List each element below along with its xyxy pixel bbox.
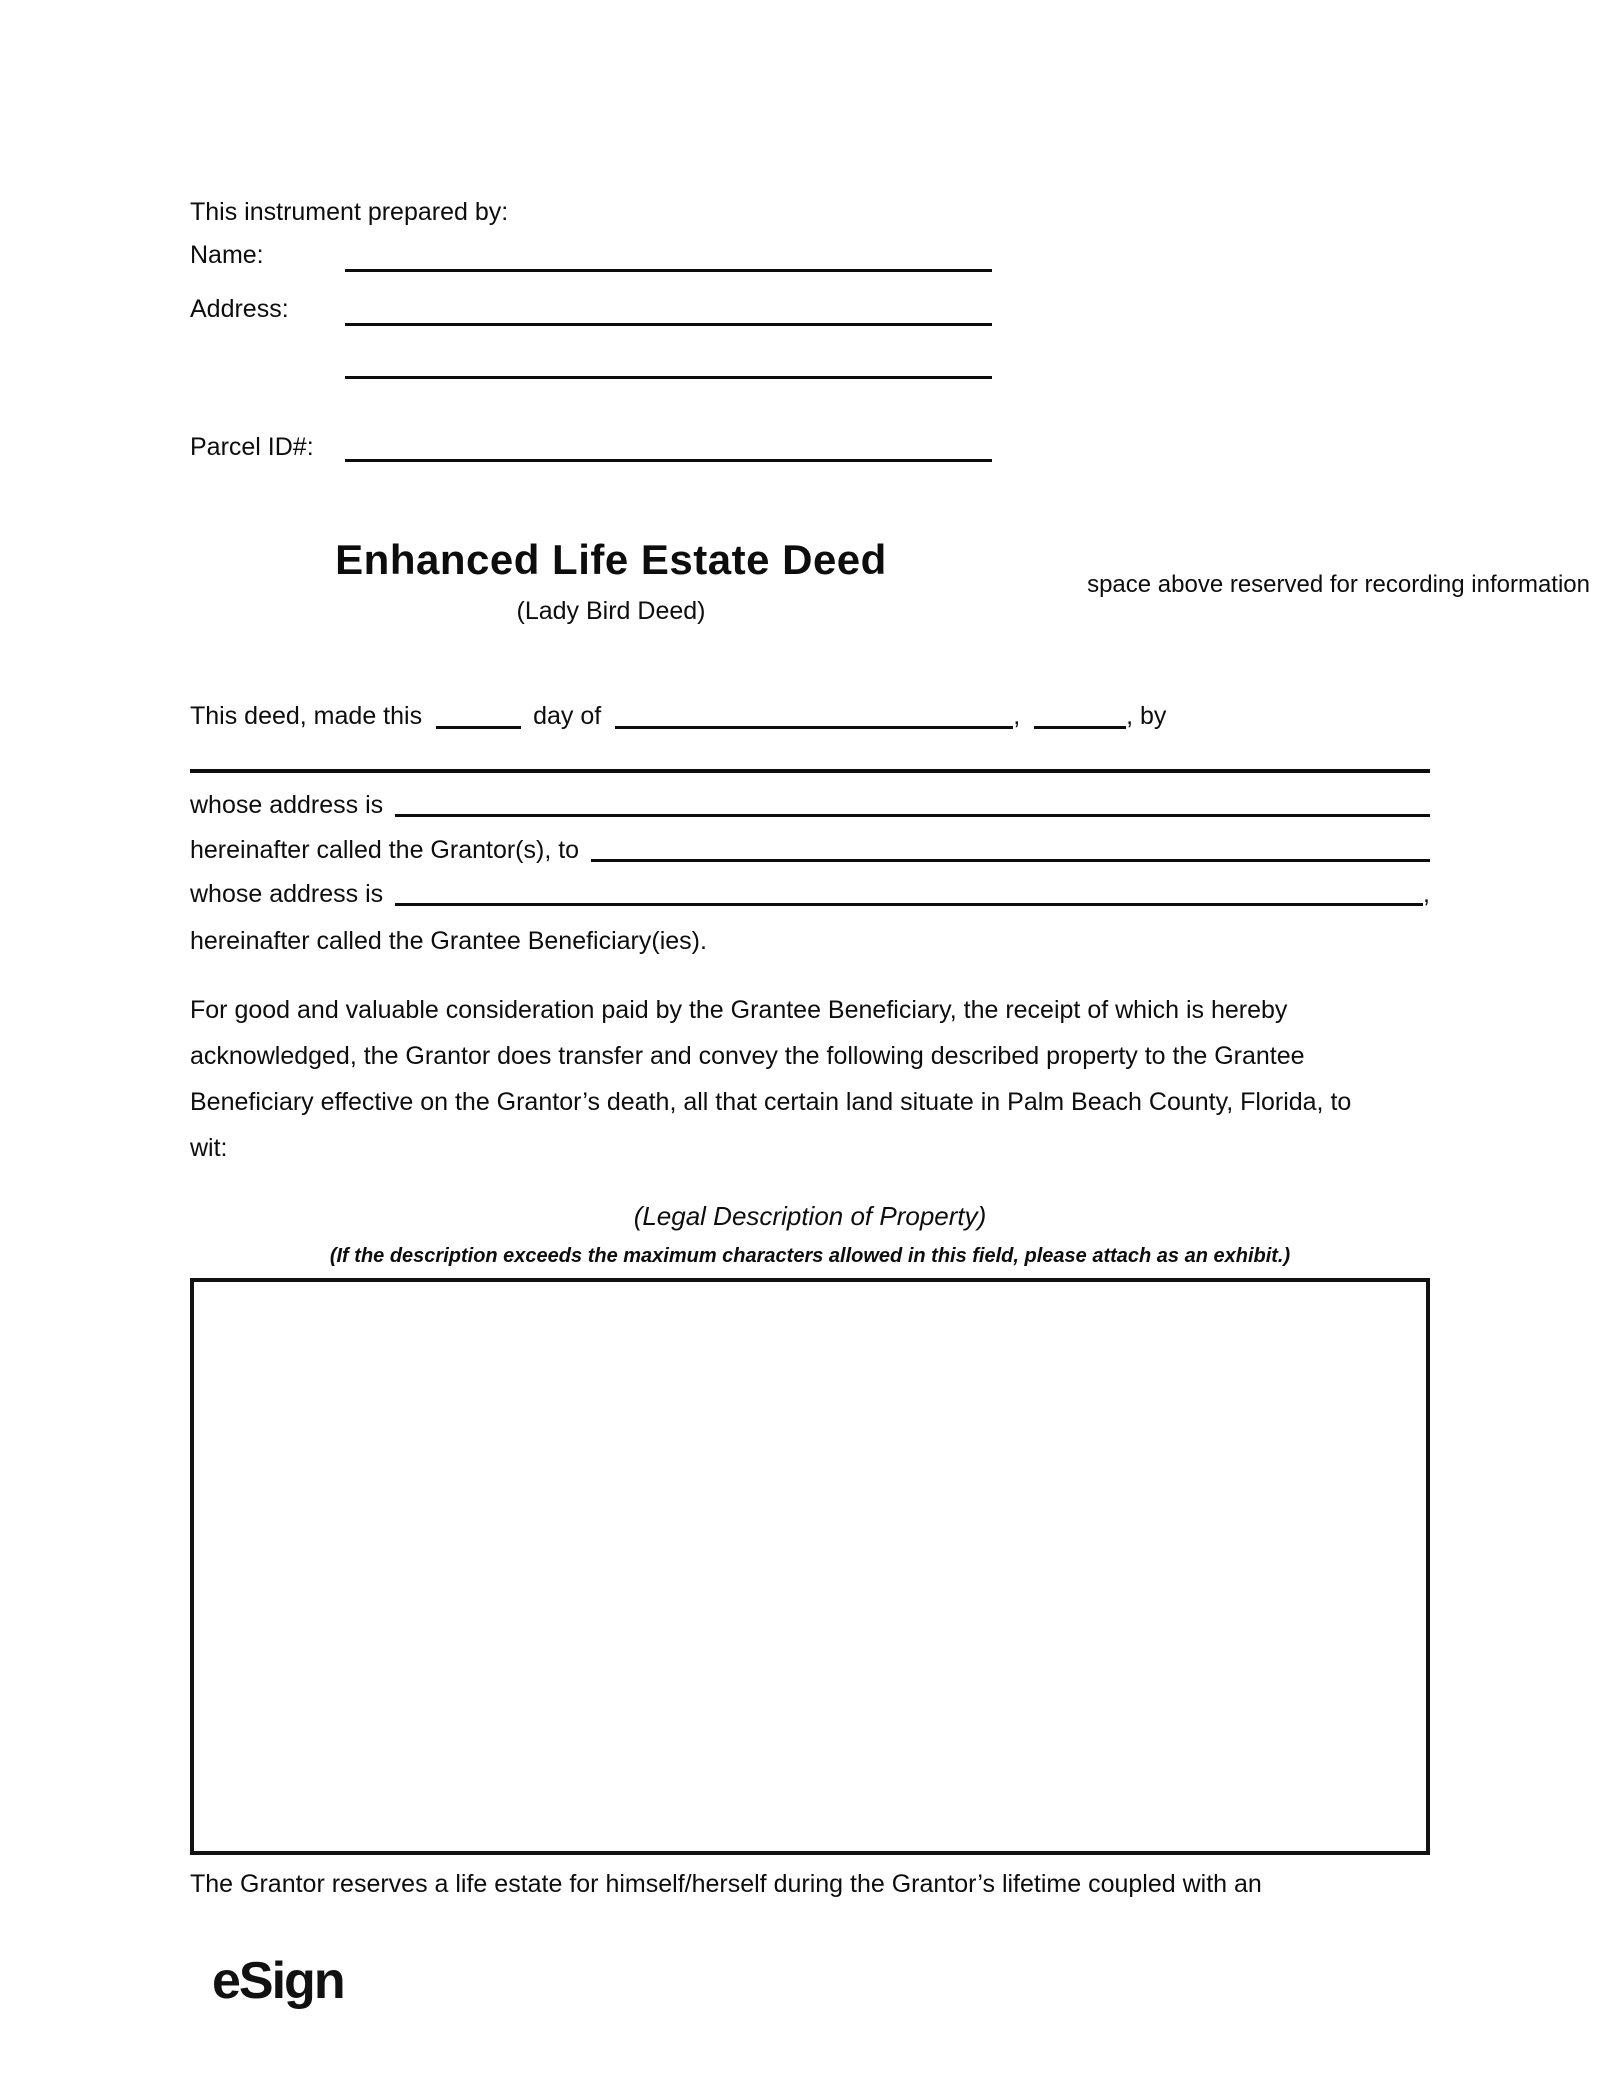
prepared-by-heading: This instrument prepared by: bbox=[190, 198, 509, 226]
deed-intro-row bbox=[190, 702, 1166, 731]
day-blank[interactable] bbox=[436, 726, 521, 729]
grantor-designation-label: hereinafter called the Grantor(s), to bbox=[190, 836, 580, 864]
deed-intro-text-1: This deed, made this bbox=[190, 702, 423, 730]
consideration-line-4: wit: bbox=[190, 1134, 228, 1162]
name-input-line[interactable] bbox=[345, 269, 992, 272]
deed-intro-text-3: , by bbox=[1126, 702, 1167, 730]
grantee-address-comma: , bbox=[1423, 880, 1430, 908]
recording-space-note: space above reserved for recording information bbox=[1087, 571, 1590, 598]
grantee-name-row bbox=[190, 836, 1430, 865]
title-block bbox=[190, 536, 1032, 626]
deed-intro-text-2: day of bbox=[533, 702, 602, 730]
grantor-address-blank[interactable] bbox=[395, 814, 1430, 817]
deed-intro-comma: , bbox=[1013, 702, 1021, 730]
month-blank[interactable] bbox=[615, 726, 1013, 729]
address-input-line-1[interactable] bbox=[345, 323, 992, 326]
legal-description-heading: (Legal Description of Property) bbox=[633, 1201, 987, 1231]
name-label: Name: bbox=[190, 241, 264, 269]
legal-description-box[interactable] bbox=[190, 1278, 1430, 1855]
address-label: Address: bbox=[190, 295, 289, 323]
grantor-address-label: whose address is bbox=[190, 791, 384, 819]
year-blank[interactable] bbox=[1034, 726, 1126, 729]
grantee-address-row bbox=[190, 880, 1430, 909]
consideration-line-1: For good and valuable consideration paid by the Grantee Beneficiary, the receipt of which is hereby bbox=[190, 996, 1288, 1024]
grantee-name-blank[interactable] bbox=[591, 859, 1430, 862]
page-title: Enhanced Life Estate Deed bbox=[335, 536, 887, 583]
parcel-id-input-line[interactable] bbox=[345, 459, 992, 462]
grantee-address-blank[interactable] bbox=[395, 903, 1423, 906]
grantee-designation-text: hereinafter called the Grantee Beneficiary(ies). bbox=[190, 927, 707, 955]
legal-description-note: (If the description exceeds the maximum characters allowed in this field, please attach as an exhibit.) bbox=[329, 1245, 1291, 1267]
parcel-id-label: Parcel ID#: bbox=[190, 433, 314, 461]
grantor-address-row bbox=[190, 791, 1430, 820]
consideration-line-3: Beneficiary effective on the Grantor’s death, all that certain land situate in Palm Beach County, Florida, to bbox=[190, 1088, 1352, 1116]
grantor-name-line[interactable] bbox=[190, 769, 1430, 773]
address-input-line-2[interactable] bbox=[345, 376, 992, 379]
esign-logo: eSign bbox=[212, 1952, 344, 2010]
page-subtitle: (Lady Bird Deed) bbox=[516, 597, 706, 625]
consideration-line-2: acknowledged, the Grantor does transfer and convey the following described property to the Grantee bbox=[190, 1042, 1305, 1070]
life-estate-text: The Grantor reserves a life estate for himself/herself during the Grantor’s lifetime coupled with an bbox=[190, 1870, 1262, 1898]
grantee-address-label: whose address is bbox=[190, 880, 384, 908]
